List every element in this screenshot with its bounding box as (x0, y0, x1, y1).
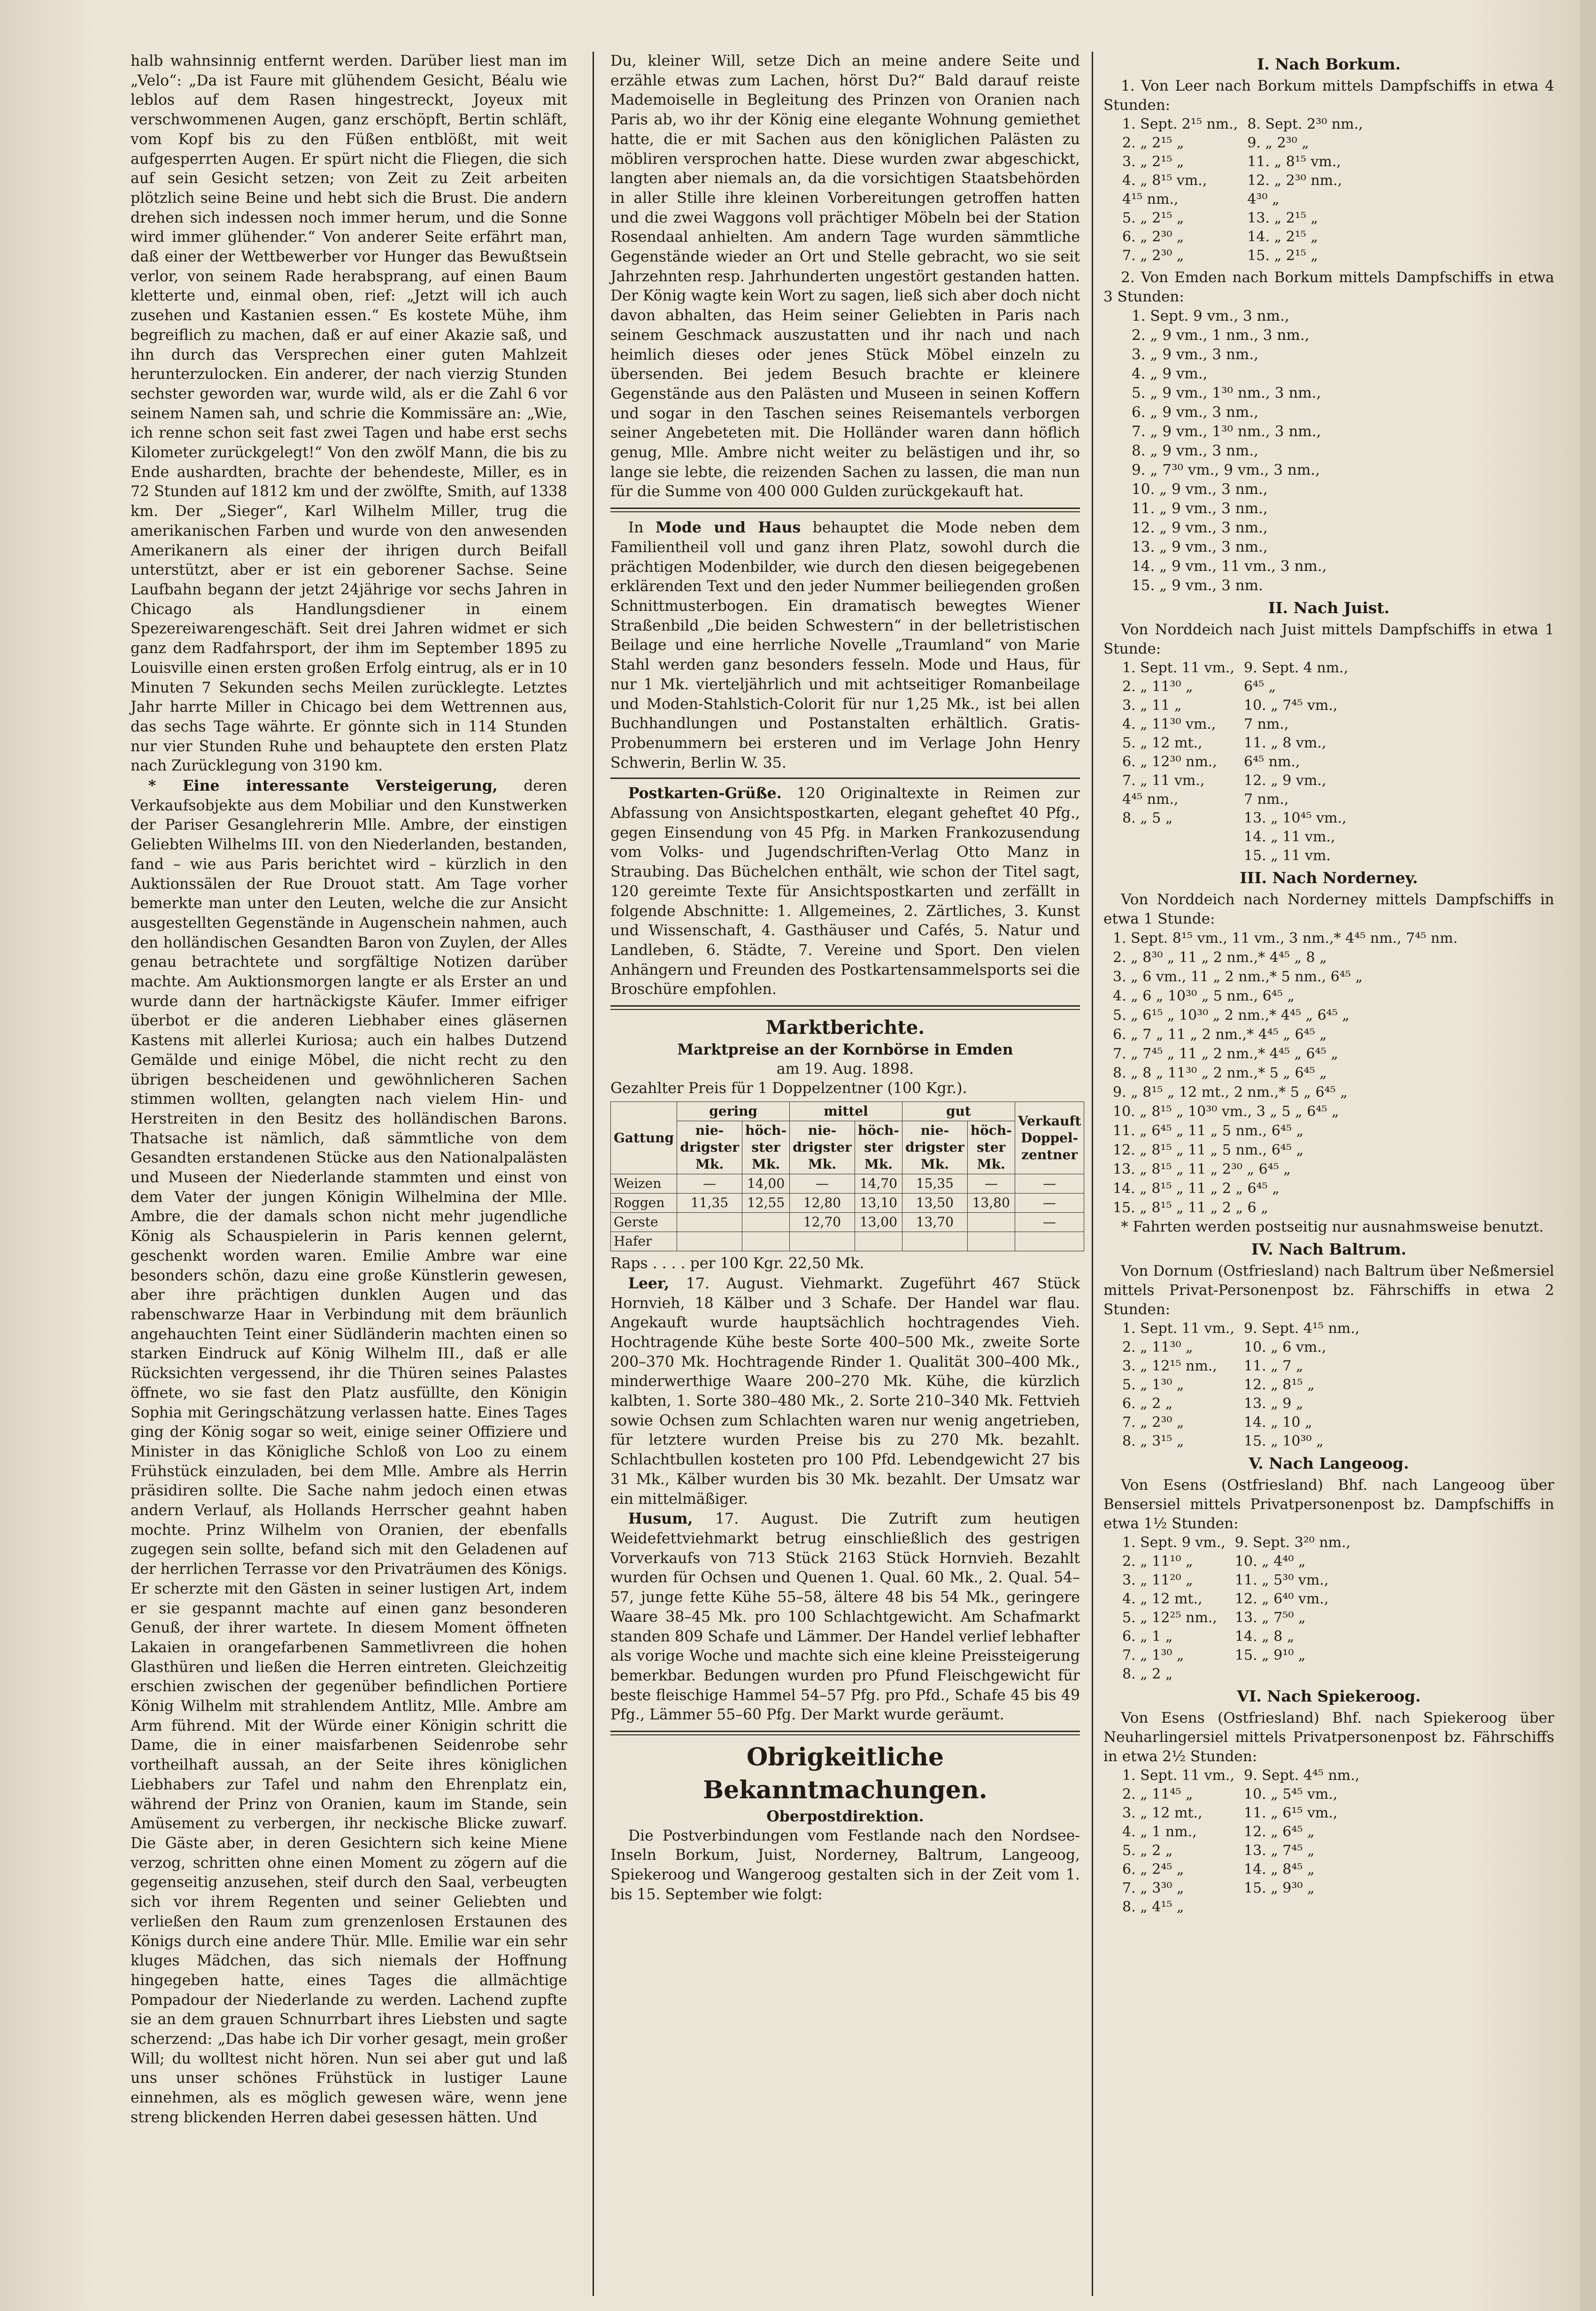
timetable-cell: 11. „ 8¹⁵ vm., (1247, 154, 1341, 170)
grain-price: 14,00 (742, 1174, 790, 1194)
timetable-row (1118, 1665, 1355, 1684)
timetable-row (1118, 828, 1353, 847)
timetable-cell (1118, 847, 1239, 865)
timetable-cell: 13. „ 10⁴⁵ vm., (1243, 810, 1347, 826)
timetable-cell: 6. „ 1 „ (1122, 1628, 1173, 1645)
grain-price: 12,55 (742, 1194, 790, 1213)
timetable-row (1118, 659, 1353, 678)
auction-heading: * Eine interessante Versteigerung, (148, 777, 498, 795)
timetable-cell: 4¹⁵ nm., (1122, 191, 1179, 208)
timetable-cell (1118, 828, 1239, 847)
timetable-line: 15. „ 8¹⁵ „ 11 „ 2 „ 6 „ (1113, 1200, 1268, 1216)
grain-price-table (610, 1102, 1084, 1251)
timetable-cell: 11. „ 7 „ (1243, 1358, 1303, 1374)
borkum-timetable-1 (1118, 115, 1368, 265)
timetable-cell: 13. „ 7⁵⁰ „ (1234, 1610, 1306, 1626)
column-1 (131, 52, 567, 2128)
timetable-line: 3. „ 9 vm., 3 nm., (1132, 346, 1259, 363)
th-high: höch- ster Mk. (967, 1121, 1015, 1174)
report-husum (610, 1509, 1080, 1725)
grain-price: — (1015, 1213, 1084, 1232)
grain-price (677, 1213, 742, 1232)
timetable-line: 2. „ 8³⁰ „ 11 „ 2 nm.,* 4⁴⁵ „ 8 „ (1113, 949, 1327, 966)
spiekeroog-heading: VI. Nach Spiekeroog. (1237, 1687, 1421, 1705)
timetable-cell: 9. Sept. 4⁴⁵ nm., (1243, 1767, 1360, 1784)
timetable-cell: 10. „ 4⁴⁰ „ (1234, 1553, 1306, 1570)
timetable-cell: 11. „ 8 vm., (1243, 735, 1326, 751)
ad-lead: In (628, 519, 655, 537)
timetable-cell: 12. „ 8¹⁵ „ (1243, 1377, 1315, 1393)
timetable-cell: 8. „ 4¹⁵ „ (1122, 1899, 1184, 1915)
timetable-line: 11. „ 9 vm., 3 nm., (1132, 500, 1268, 517)
timetable-cell: 9. „ 2³⁰ „ (1247, 135, 1309, 151)
timetable-cell: 15. „ 11 vm. (1243, 847, 1331, 864)
column-3 (1103, 52, 1554, 1919)
grain-row (611, 1213, 1084, 1232)
market-date: am 19. Aug. 1898. (776, 1060, 914, 1078)
timetable-row (1118, 1627, 1355, 1646)
timetable-line: 8. „ 9 vm., 3 nm., (1132, 442, 1259, 459)
timetable-cell: 13. „ 2¹⁵ „ (1247, 210, 1318, 226)
ad-postkarten (610, 784, 1080, 1000)
timetable-cell: 12. „ 6⁴⁰ vm., (1234, 1591, 1329, 1607)
grain-price: — (1015, 1194, 1084, 1213)
timetable-row (1118, 809, 1353, 828)
timetable-cell: 2. „ 11³⁰ „ (1122, 678, 1193, 695)
timetable-cell: 2. „ 11¹⁰ „ (1122, 1553, 1193, 1570)
timetable-row (1118, 247, 1368, 265)
timetable-row (1118, 847, 1353, 865)
timetable-cell: 15. „ 10³⁰ „ (1243, 1433, 1324, 1449)
timetable-row (1118, 734, 1353, 753)
grain-name: Roggen (611, 1194, 677, 1213)
timetable-cell: 5. „ 2 „ (1122, 1842, 1173, 1859)
report-leer-title: Leer, (628, 1274, 670, 1292)
timetable-line: 15. „ 9 vm., 3 nm. (1132, 577, 1263, 594)
timetable-cell: 1. Sept. 11 vm., (1122, 1767, 1234, 1784)
timetable-row (1118, 1357, 1364, 1376)
langeoog-heading: V. Nach Langeoog. (1249, 1454, 1409, 1472)
timetable-row (1118, 678, 1353, 696)
grain-price (902, 1232, 967, 1251)
juist-heading: II. Nach Juist. (1268, 599, 1390, 617)
timetable-line: 5. „ 6¹⁵ „ 10³⁰ „ 2 nm.,* 4⁴⁵ „ 6⁴⁵ „ (1113, 1007, 1349, 1024)
th-gering: gering (677, 1102, 790, 1121)
grain-price (967, 1232, 1015, 1251)
timetable-cell: 5. „ 1³⁰ „ (1122, 1377, 1184, 1393)
grain-name: Weizen (611, 1174, 677, 1194)
timetable-cell: 4. „ 1 nm., (1122, 1824, 1197, 1840)
auction-text: deren Verkaufsobjekte aus dem Mobiliar und den Kunstwerken der Pariser Gesanglehrerin Mlle. Ambre, der einstigen Geliebten Wilhelms III. von den Niederlanden, bestanden, fand – wie aus Paris berichtet wird – kürzlich in den Auktionssälen der Rue Drouot statt. Am Tage vorher bemerkte man unter den Leuten, welche die zur Ansicht ausgestellten Gegenstände in Augenschein nahmen, auch den holländischen Gesandten Baron von Zuylen, der Alles genau betrachtete und sorgfältige Notizen darüber machte. Am Auktionsmorgen langte er als Erster an und wurde dann der hartnäckigste Käufer. Immer eifriger überbot er die anderen Liebhaber eines gläsernen Kastens mit allerlei Kuriosa; auch ein halbes Dutzend Gemälde und einige Möbel, die nicht recht zu den übrigen bescheidenen und gewöhnlicheren Sachen stimmen wollten, gelangten nach vielem Hin- und Herstreiten in den Besitz des holländischen Barons. Thatsache ist nämlich, daß sämmtliche von dem Gesandten erstandenen Stücke aus den Nationalpalästen und Museen der Niederlande stammten und einst von dem Vater der jungen Königin Wilhelmina der Mlle. Ambre, die der damals schon nicht mehr jugendliche König als Schauspielerin in Paris kennen gelernt, geschenkt worden waren. Emilie Ambre war eine besonders schön, dazu eine große Künstlerin gewesen, aber ihre prächtigen dunklen Augen und das rabenschwarze Haar in Verbindung mit dem bräunlich angehauchten Teint einer Südländerin machten einen so starken Eindruck auf König Wilhelm III., daß er alle Rücksichten vergessend, ihr die Thüren seines Palastes öffnete, wo sie fast den Platz ausfüllte, den Königin Sophia mit Geringschätzung verlassen hatte. Eines Tages ging der König sogar so weit, einige seiner Offiziere und Minister in das Königliche Schloß von Loo zu einem Frühstück einzuladen, bei dem Mlle. Ambre als Herrin präsidiren sollte. Die Sache nahm jedoch einen etwas andern Verlauf, als Hollands Herrscher geahnt haben mochte. Prinz Wilhelm von Oranien, der ebenfalls zugegen sein sollte, befand sich mit den Geladenen auf der herrlichen Terrasse vor den Privaträumen des Königs. Er scherzte mit den Gästen in seiner lustigen Art, indem er sie gespannt machte auf einen ganz besonderen Genuß, der ihrer wartete. In diesem Moment öffneten Lakaien in orangefarbenen Sammetlivreen die hohen Glasthüren und ließen die Herren eintreten. Gleichzeitig erschien zwischen der gegenüber befindlichen Portiere König Wilhelm mit strahlendem Antlitz, Mlle. Ambre am Arm führend. Mit der Würde einer Königin schritt die Dame, die in einer maisfarbenen Seidenrobe sehr vortheilhaft aussah, an der Seite ihres königlichen Liebhabers zur Tafel und nahm den Ehrenplatz ein, während der Prinz von Oranien, kaum im Stande, sein Amüsement zu verbergen, ihr neckische Blicke zuwarf. Die Gäste aber, in deren Gesichtern sich keine Miene verzog, schritten ohne einen Moment zu zögern auf die gegenseitig anzusehen, steif durch den Saal, verbeugten sich vor ihrem Regenten und seiner Geliebten und verließen den Raum zum grenzenlosen Erstaunen des Königs durch eine andere Thür. Mlle. Emilie war ein sehr kluges Mädchen, das sich niemals der Hoffnung hingegeben hatte, eines Tages die allmächtige Pompadour der Niederlande zu werden. Lachend zupfte sie an dem grauen Schnurrbart ihres Liebsten und sagte scherzend: „Das habe ich Dir vorher gesagt, mein großer Will; du wolltest nicht hören. Nun sei aber gut und laß uns unser schönes Frühstück in lustiger Laune einnehmen, als es möglich gewesen wäre, wenn jene streng blickenden Herren dabei gesessen hätten. Und (131, 778, 567, 2126)
timetable-cell: 11. „ 5³⁰ vm., (1234, 1572, 1329, 1588)
timetable-cell (1239, 1898, 1364, 1917)
grain-row (611, 1232, 1084, 1251)
timetable-cell: 14. „ 8⁴⁵ „ (1243, 1861, 1315, 1878)
timetable-line: 7. „ 7⁴⁵ „ 11 „ 2 nm.,* 4⁴⁵ „ 6⁴⁵ „ (1113, 1046, 1338, 1062)
timetable-row (1118, 1376, 1364, 1394)
timetable-line: 12. „ 9 vm., 3 nm., (1132, 519, 1268, 536)
timetable-cell: 7. „ 3³⁰ „ (1122, 1880, 1184, 1896)
borkum-heading: I. Nach Borkum. (1257, 55, 1401, 73)
timetable-cell: 3. „ 12¹⁵ nm., (1122, 1358, 1217, 1374)
timetable-cell: 6. „ 12³⁰ nm., (1122, 754, 1217, 770)
article-ambre-continued: Du, kleiner Will, setze Dich an meine andere Seite und erzähle etwas zum Lachen, hörst Du?“ Bald darauf reiste Mademoiselle in Begleitung des Prinzen von Oranien nach Paris ab, wo ihr der König eine elegante Wohnung gemiethet hatte, die er mit Sachen aus den königlichen Palästen zu möbliren versprochen hatte. Diese wurden zwar abgeschickt, langten aber niemals an, da die vorsichtigen Staatsbehörden in aller Stille ihre kleinen Vorbereitungen getroffen hatten und die zwei Waggons voll prächtiger Möbeln bei der Station Rosendaal anhielten. Am andern Tage wurden sämmtliche Gegenstände wieder an Ort und Stelle gebracht, wo sie seit Jahrzehnten resp. Jahrhunderten ungestört gestanden hatten. Der König wagte kein Wort zu sagen, ließ sich aber doch nicht davon abhalten, das Heim seiner Geliebten in Paris nach seinem Geschmack auszustatten und ihr nach und nach heimlich dieses oder jenes Stück Möbel einzeln zu übersenden. Bei jedem Besuch brachte er kleinere Gegenstände aus den Palästen und Museen in seinen Koffern und sogar in den Taschen seines Reisemantels verborgen seiner Angebeteten mit. Die Holländer waren dann höflich genug, Mlle. Ambre nicht weiter zu belästigen und ihr, so lange sie lebte, die reizenden Sachen zu lassen, die man nun für die Summe von 400 000 Gulden zurückgekauft hat. (610, 53, 1080, 501)
timetable-cell: 5. „ 12²⁵ nm., (1122, 1610, 1217, 1626)
th-verkauft: Verkauft Doppel- zentner (1015, 1102, 1084, 1174)
timetable-line: 9. „ 7³⁰ vm., 9 vm., 3 nm., (1132, 462, 1320, 478)
th-gattung: Gattung (611, 1102, 677, 1174)
norderney-route: Von Norddeich nach Norderney mittels Dampfschiffs in etwa 1 Stunde: (1103, 891, 1554, 927)
column-rule-right (1092, 52, 1093, 2296)
timetable-row (1118, 1879, 1364, 1898)
official-subheading: Oberpostdirektion. (766, 1808, 924, 1826)
timetable-line: 2. „ 9 vm., 1 nm., 3 nm., (1132, 327, 1310, 344)
timetable-row (1118, 1590, 1355, 1609)
timetable-cell: 7 nm., (1243, 791, 1289, 808)
borkum-route-2: 2. Von Emden nach Borkum mittels Dampfschiffs in etwa 3 Stunden: (1103, 269, 1554, 305)
grain-price (677, 1232, 742, 1251)
timetable-row (1118, 771, 1353, 790)
timetable-cell: 7. „ 11 vm., (1122, 772, 1205, 789)
timetable-cell: 8. „ 5 „ (1122, 810, 1173, 826)
timetable-line: 1. Sept. 9 vm., 3 nm., (1132, 308, 1289, 324)
divider (610, 778, 1080, 779)
grain-price: 11,35 (677, 1194, 742, 1213)
grain-price-rows (611, 1174, 1084, 1251)
grain-price: — (1015, 1174, 1084, 1194)
timetable-row (1118, 1823, 1364, 1841)
timetable-line: 14. „ 8¹⁵ „ 11 „ 2 „ 6⁴⁵ „ (1113, 1180, 1280, 1197)
norderney-timetable (1113, 929, 1554, 1217)
timetable-cell: 7. „ 2³⁰ „ (1122, 1414, 1184, 1431)
th-mittel: mittel (790, 1102, 902, 1121)
juist-timetable (1118, 659, 1353, 865)
timetable-row (1118, 1841, 1364, 1860)
timetable-cell: 1. Sept. 9 vm., (1122, 1534, 1226, 1551)
ad-postkarten-text: 120 Originaltexte in Reimen zur Abfassung von Ansichtspostkarten, elegant geheftet 40 Pfg., gegen Einsendung von 45 Pfg. in Marken Frankozusendung vom Volks- und Jugendschriften-Verlag Otto Manz in Straubing. Das Büchelchen enthält, wie schon der Titel sagt, 120 gereimte Texte für Ansichtspostkarten und zerfällt in folgende Abschnitte: 1. Allgemeines, 2. Zärtliches, 3. Kunst und Wissenschaft, 4. Gasthäuser und Cafés, 5. Natur und Landleben, 6. Städte, 7. Vereine und Sport. Den vielen Anhängern und Freunden des Postkartensammelsports sei die Broschüre empfohlen. (610, 785, 1080, 998)
divider (610, 1731, 1080, 1735)
report-husum-text: 17. August. Die Zutrift zum heutigen Weidefettviehmarkt betrug einschließlich des gestrigen Vorverkaufs von 713 Stück 2163 Stück Hornvieh. Bezahlt wurden für Ochsen und Quenen 1. Qual. 60 Mk., 2. Qual. 54–57, junge fette Kühe 55–58, ältere 48 bis 54 Mk., geringere Waare 38–45 Mk. pro 100 Schlachtgewicht. Am Schafmarkt standen 809 Schafe und Lämmer. Der Handel verlief lebhafter als vorige Woche und machte sich eine kleine Preissteigerung bemerkbar. Bedungen wurden pro Pfund Fleischgewicht für beste fleischige Hammel 54–57 Pfg. pro Pfd., Schafe 45 bis 49 Pfg., Lämmer 55–60 Pfg. Der Markt wurde geräumt. (610, 1510, 1080, 1724)
timetable-cell: 2. „ 2¹⁵ „ (1122, 135, 1184, 151)
timetable-row (1118, 171, 1368, 190)
timetable-line: 4. „ 6 „ 10³⁰ „ 5 nm., 6⁴⁵ „ (1113, 988, 1295, 1004)
timetable-cell: 12. „ 9 vm., (1243, 772, 1326, 789)
timetable-cell: 13. „ 9 „ (1243, 1395, 1303, 1412)
timetable-line: 6. „ 7 „ 11 „ 2 nm.,* 4⁴⁵ „ 6⁴⁵ „ (1113, 1026, 1327, 1043)
timetable-cell: 8. Sept. 2³⁰ nm., (1247, 116, 1363, 132)
timetable-row (1118, 790, 1353, 809)
timetable-line: 1. Sept. 8¹⁵ vm., 11 vm., 3 nm.,* 4⁴⁵ nm., 7⁴⁵ nm. (1113, 930, 1458, 947)
timetable-row (1118, 1394, 1364, 1413)
timetable-cell: 12. „ 2³⁰ nm., (1247, 172, 1342, 189)
timetable-cell: 12. „ 6⁴⁵ „ (1243, 1824, 1315, 1840)
th-gut: gut (902, 1102, 1015, 1121)
timetable-line: 7. „ 9 vm., 1³⁰ nm., 3 nm., (1132, 423, 1321, 440)
timetable-line: 14. „ 9 vm., 11 vm., 3 nm., (1132, 558, 1327, 575)
timetable-cell (1230, 1665, 1355, 1684)
timetable-cell: 6⁴⁵ nm., (1243, 754, 1300, 770)
timetable-cell: 4. „ 12 mt., (1122, 1591, 1203, 1607)
timetable-row (1118, 1413, 1364, 1432)
baltrum-heading: IV. Nach Baltrum. (1251, 1240, 1407, 1258)
timetable-cell: 5. „ 12 mt., (1122, 735, 1203, 751)
official-heading: Obrigkeitliche Bekanntmachungen. (703, 1743, 987, 1805)
timetable-cell: 7 nm., (1243, 716, 1289, 732)
timetable-cell: 8. „ 3¹⁵ „ (1122, 1433, 1184, 1449)
grain-price: 13,50 (902, 1194, 967, 1213)
timetable-row (1118, 1533, 1355, 1552)
timetable-cell: 4. „ 11³⁰ vm., (1122, 716, 1216, 732)
timetable-line: 8. „ 8 „ 11³⁰ „ 2 nm.,* 5 „ 6⁴⁵ „ (1113, 1065, 1327, 1081)
timetable-cell: 8. „ 2 „ (1122, 1666, 1173, 1682)
timetable-cell: 14. „ 8 „ (1234, 1628, 1295, 1645)
grain-price (742, 1213, 790, 1232)
report-husum-title: Husum, (628, 1510, 693, 1528)
borkum-route-1: 1. Von Leer nach Borkum mittels Dampfschiffs in etwa 4 Stunden: (1103, 77, 1554, 114)
timetable-line: 13. „ 8¹⁵ „ 11 „ 2³⁰ „ 6⁴⁵ „ (1113, 1161, 1291, 1178)
timetable-cell: 1. Sept. 11 vm., (1122, 660, 1234, 676)
timetable-line: 6. „ 9 vm., 3 nm., (1132, 404, 1259, 421)
grain-name: Gerste (611, 1213, 677, 1232)
th-low: nie- drigster Mk. (677, 1121, 742, 1174)
timetable-row (1118, 1552, 1355, 1571)
timetable-row (1118, 1804, 1364, 1823)
timetable-line: 4. „ 9 vm., (1132, 365, 1208, 382)
timetable-row (1118, 209, 1368, 228)
market-heading: Marktberichte. (765, 1017, 925, 1039)
norderney-heading: III. Nach Norderney. (1240, 869, 1418, 887)
grain-price: — (677, 1174, 742, 1194)
timetable-cell: 3. „ 11²⁰ „ (1122, 1572, 1193, 1588)
th-high: höch- ster Mk. (742, 1121, 790, 1174)
timetable-line: 13. „ 9 vm., 3 nm., (1132, 539, 1268, 555)
market-subheading: Marktpreise an der Kornbörse in Emden (677, 1041, 1013, 1059)
grain-price: — (967, 1174, 1015, 1194)
report-leer-text: 17. August. Viehmarkt. Zugeführt 467 Stück Hornvieh, 18 Kälber und 3 Schafe. Der Handel war flau. Angekauft wurde hauptsächlich hochtragendes Vieh. Hochtragende Kühe beste Sorte 400–500 Mk., zweite Sorte 200–370 Mk. Hochtragende Rinder 1. Qualität 300–400 Mk., minderwerthige Waare 200–270 Mk. Kühe, die kürzlich kalbten, 1. Sorte 380–480 Mk., 2. Sorte 210–340 Mk. Fettvieh sowie Ochsen zum Schlachten waren nur wenig angetrieben, für letztere wurden Preise bis zu 270 Mk. bezahlt. Schlachtbullen kosteten pro 100 Pfd. Lebendgewicht 27 bis 31 Mk., Kälber wurden bis 30 Mk. bezahlt. Der Umsatz war ein mittelmäßiger. (610, 1275, 1080, 1508)
timetable-row (1118, 1338, 1364, 1357)
grain-price: 12,80 (790, 1194, 855, 1213)
grain-price: — (790, 1174, 855, 1194)
timetable-cell: 3. „ 11 „ (1122, 697, 1182, 714)
column-rule-left (593, 52, 594, 2296)
timetable-cell: 4. „ 8¹⁵ vm., (1122, 172, 1207, 189)
timetable-row (1118, 190, 1368, 209)
timetable-line: 3. „ 6 vm., 11 „ 2 nm.,* 5 nm., 6⁴⁵ „ (1113, 969, 1363, 985)
timetable-cell: 15. „ 2¹⁵ „ (1247, 247, 1318, 264)
grain-price: 15,35 (902, 1174, 967, 1194)
timetable-row (1118, 1319, 1364, 1338)
ad-mode-text: behauptet die Mode neben dem Familientheil voll und ganz ihren Platz, sowohl durch die prächtigen Modenbilder, wie durch den diesen beigegebenen erklärenden Text und den jeder Nummer beiliegenden großen Schnittmusterbogen. Ein dramatisch bewegtes Wiener Straßenbild „Die beiden Schwestern“ in der belletristischen Beilage und eine herrliche Novelle „Traumland“ von Marie Stahl werden ganz besonders fesseln. Mode und Haus, für nur 1 Mk. vierteljährlich und mit achtseitiger Romanbeilage und Moden-Stahlstich-Colorit für nur 1,25 Mk., ist bei allen Buchhandlungen und Postanstalten erhältlich. Gratis-Probenummern bei ersteren und im Verlage John Henry Schwerin, Berlin W. 35. (610, 519, 1080, 771)
grain-price (790, 1232, 855, 1251)
raps-price: Raps . . . . per 100 Kgr. 22,50 Mk. (610, 1255, 864, 1272)
market-note: Gezahlter Preis für 1 Doppelzentner (100 Kgr.). (610, 1080, 967, 1097)
timetable-cell: 9. Sept. 4¹⁵ nm., (1243, 1320, 1360, 1337)
timetable-cell: 3. „ 12 mt., (1122, 1805, 1203, 1821)
divider (610, 1005, 1080, 1010)
timetable-cell: 1. Sept. 11 vm., (1122, 1320, 1234, 1337)
grain-price: 13,10 (855, 1194, 902, 1213)
timetable-cell: 15. „ 9¹⁰ „ (1234, 1647, 1306, 1664)
timetable-row (1118, 1609, 1355, 1627)
norderney-footnote: * Fahrten werden postseitig nur ausnahmsweise benutzt. (1121, 1218, 1544, 1235)
timetable-row (1118, 228, 1368, 247)
timetable-line: 5. „ 9 vm., 1³⁰ nm., 3 nm., (1132, 385, 1321, 401)
timetable-row (1118, 134, 1368, 153)
spiekeroog-timetable (1118, 1766, 1364, 1917)
timetable-row (1118, 1571, 1355, 1590)
th-low: nie- drigster Mk. (790, 1121, 855, 1174)
timetable-cell: 5. „ 2¹⁵ „ (1122, 210, 1184, 226)
th-low: nie- drigster Mk. (902, 1121, 967, 1174)
timetable-cell: 14. „ 11 vm., (1243, 829, 1335, 845)
juist-route: Von Norddeich nach Juist mittels Dampfschiffs in etwa 1 Stunde: (1103, 621, 1554, 657)
official-text: Die Postverbindungen vom Festlande nach den Nordsee-Inseln Borkum, Juist, Norderney, Baltrum, Langeoog, Spiekeroog und Wangeroog gestalten sich in der Zeit vom 1. bis 15. September wie folgt: (610, 1827, 1080, 1903)
ad-postkarten-title: Postkarten-Grüße. (628, 785, 782, 802)
grain-price (742, 1232, 790, 1251)
grain-price: 13,70 (902, 1213, 967, 1232)
timetable-line: 9. „ 8¹⁵ „ 12 mt., 2 nm.,* 5 „ 6⁴⁵ „ (1113, 1084, 1348, 1101)
timetable-line: 11. „ 6⁴⁵ „ 11 „ 5 nm., 6⁴⁵ „ (1113, 1123, 1304, 1139)
timetable-cell: 10. „ 5⁴⁵ vm., (1243, 1786, 1338, 1803)
report-leer (610, 1274, 1080, 1509)
timetable-cell: 9. Sept. 3²⁰ nm., (1234, 1534, 1351, 1551)
timetable-row (1118, 1785, 1364, 1804)
timetable-cell: 10. „ 7⁴⁵ vm., (1243, 697, 1338, 714)
timetable-cell: 4⁴⁵ nm., (1122, 791, 1179, 808)
grain-name: Hafer (611, 1232, 677, 1251)
spiekeroog-route: Von Esens (Ostfriesland) Bhf. nach Spiekeroog über Neuharlingersiel mittels Privatpersonenpost bz. Fährschiffs in etwa 2½ Stunden: (1103, 1710, 1554, 1765)
column-2 (610, 52, 1080, 1905)
divider (610, 508, 1080, 512)
article-auction (131, 776, 567, 2128)
timetable-cell: 6. „ 2⁴⁵ „ (1122, 1861, 1184, 1878)
timetable-cell: 2. „ 11³⁰ „ (1122, 1339, 1193, 1356)
timetable-row (1118, 715, 1353, 734)
grain-row (611, 1174, 1084, 1194)
timetable-row (1118, 1432, 1364, 1451)
ad-mode-und-haus (610, 518, 1080, 773)
timetable-line: 10. „ 8¹⁵ „ 10³⁰ vm., 3 „ 5 „ 6⁴⁵ „ (1113, 1103, 1339, 1120)
timetable-cell: 1. Sept. 2¹⁵ nm., (1122, 116, 1238, 132)
th-high: höch- ster Mk. (855, 1121, 902, 1174)
timetable-cell: 7. „ 2³⁰ „ (1122, 247, 1184, 264)
timetable-cell: 2. „ 11⁴⁵ „ (1122, 1786, 1193, 1803)
timetable-cell: 10. „ 6 vm., (1243, 1339, 1326, 1356)
timetable-row (1118, 1766, 1364, 1785)
grain-price: 13,80 (967, 1194, 1015, 1213)
grain-price (967, 1213, 1015, 1232)
grain-row (611, 1194, 1084, 1213)
timetable-row (1118, 115, 1368, 134)
timetable-cell: 4³⁰ „ (1247, 191, 1280, 208)
ad-mode-title: Mode und Haus (655, 519, 801, 537)
timetable-cell: 3. „ 2¹⁵ „ (1122, 154, 1184, 170)
timetable-row (1118, 753, 1353, 771)
grain-price: 12,70 (790, 1213, 855, 1232)
timetable-line: 10. „ 9 vm., 3 nm., (1132, 481, 1268, 498)
timetable-cell: 15. „ 9³⁰ „ (1243, 1880, 1315, 1896)
baltrum-route: Von Dornum (Ostfriesland) nach Baltrum über Neßmersiel mittels Privat-Personenpost bz. Fährschiffs in etwa 2 Stunden: (1103, 1263, 1554, 1318)
timetable-row (1118, 1646, 1355, 1665)
timetable-row (1118, 1860, 1364, 1879)
timetable-cell: 6. „ 2³⁰ „ (1122, 229, 1184, 245)
timetable-cell: 6. „ 2 „ (1122, 1395, 1173, 1412)
timetable-cell: 9. Sept. 4 nm., (1243, 660, 1349, 676)
grain-price (855, 1232, 902, 1251)
timetable-row (1118, 153, 1368, 171)
timetable-cell: 14. „ 2¹⁵ „ (1247, 229, 1318, 245)
borkum-timetable-2 (1132, 307, 1554, 595)
timetable-cell: 14. „ 10 „ (1243, 1414, 1312, 1431)
grain-price: 13,00 (855, 1213, 902, 1232)
timetable-row (1118, 696, 1353, 715)
timetable-line: 12. „ 8¹⁵ „ 11 „ 5 nm., 6⁴⁵ „ (1113, 1142, 1304, 1158)
timetable-cell: 13. „ 7⁴⁵ „ (1243, 1842, 1315, 1859)
timetable-row (1118, 1898, 1364, 1917)
timetable-cell: 11. „ 6¹⁵ vm., (1243, 1805, 1338, 1821)
timetable-cell: 6⁴⁵ „ (1243, 678, 1276, 695)
grain-price (1015, 1232, 1084, 1251)
timetable-cell: 7. „ 1³⁰ „ (1122, 1647, 1184, 1664)
page-edge (1580, 0, 1596, 2311)
langeoog-timetable (1118, 1533, 1355, 1684)
baltrum-timetable (1118, 1319, 1364, 1451)
grain-price: 14,70 (855, 1174, 902, 1194)
langeoog-route: Von Esens (Ostfriesland) Bhf. nach Langeoog über Bensersiel mittels Privatpersonenpost bz. Dampfschiffs in etwa 1½ Stunden: (1103, 1477, 1554, 1532)
article-velo-race: halb wahnsinnig entfernt werden. Darüber liest man im „Velo“: „Da ist Faure mit glühendem Gesicht, Béalu wie leblos auf dem Rasen hingestreckt, Joyeux mit verschwommenen Augen, ganz erschöpft, Bertin schläft, vom Kopf bis zu den Füßen entblößt, mit weit aufgesperrten Augen. Er spürt nicht die Fliegen, die sich auf sein Gesicht setzen; von Zeit zu Zeit arbeiten plötzlich seine Beine und hebt sich die Brust. Die andern drehen sich indessen noch immer herum, und die Sonne wird immer glühender.“ Von anderer Seite erfährt man, daß einer der Wettbewerber vor Hunger das Bewußtsein verlor, von seinem Rade herabsprang, auf einen Baum kletterte und, einmal oben, rief: „Jetzt will ich auch zusehen und Kastanien essen.“ Es kostete Mühe, ihm begreiflich zu machen, daß er auf einer Akazie saß, und ihn durch das Versprechen einer guten Mahlzeit herunterzulocken. Ein anderer, der nach vierzig Stunden sechster geworden war, wurde wild, als er die Zahl 6 vor seinem Namen sah, und schrie die Kommissäre an: „Wie, ich renne schon seit fast zwei Tagen und habe erst sechs Kilometer zurückgelegt!“ Von den zwölf Mann, die bis zu Ende aushardten, brachte der behendeste, Miller, es in 72 Stunden auf 1812 km und der zwölfte, Smith, auf 1338 km. Der „Sieger“, Karl Wilhelm Miller, trug die amerikanischen Farben und wurde von den anwesenden Amerikanern als einer der ihrigen durch Beifall unterstützt, aber er ist ein geborener Sachse. Seine Laufbahn begann der jetzt 24jährige vor sechs Jahren in Chicago als Handlungsdiener in einem Spezereiwarengeschäft. Seit drei Jahren widmet er sich ganz dem Radfahrsport, der ihm im September 1895 zu Louisville einen ersten großen Erfolg eintrug, als er in 10 Minuten 7 Sekunden sechs Meilen zurücklegte. Letztes Jahr harrte Miller in Chicago bei dem Wettrennen aus, das sechs Tage währte. Er gönnte sich in 114 Stunden nur vier Stunden Ruhe und behauptete den ersten Platz nach Zurücklegung von 3190 km. (131, 53, 567, 775)
